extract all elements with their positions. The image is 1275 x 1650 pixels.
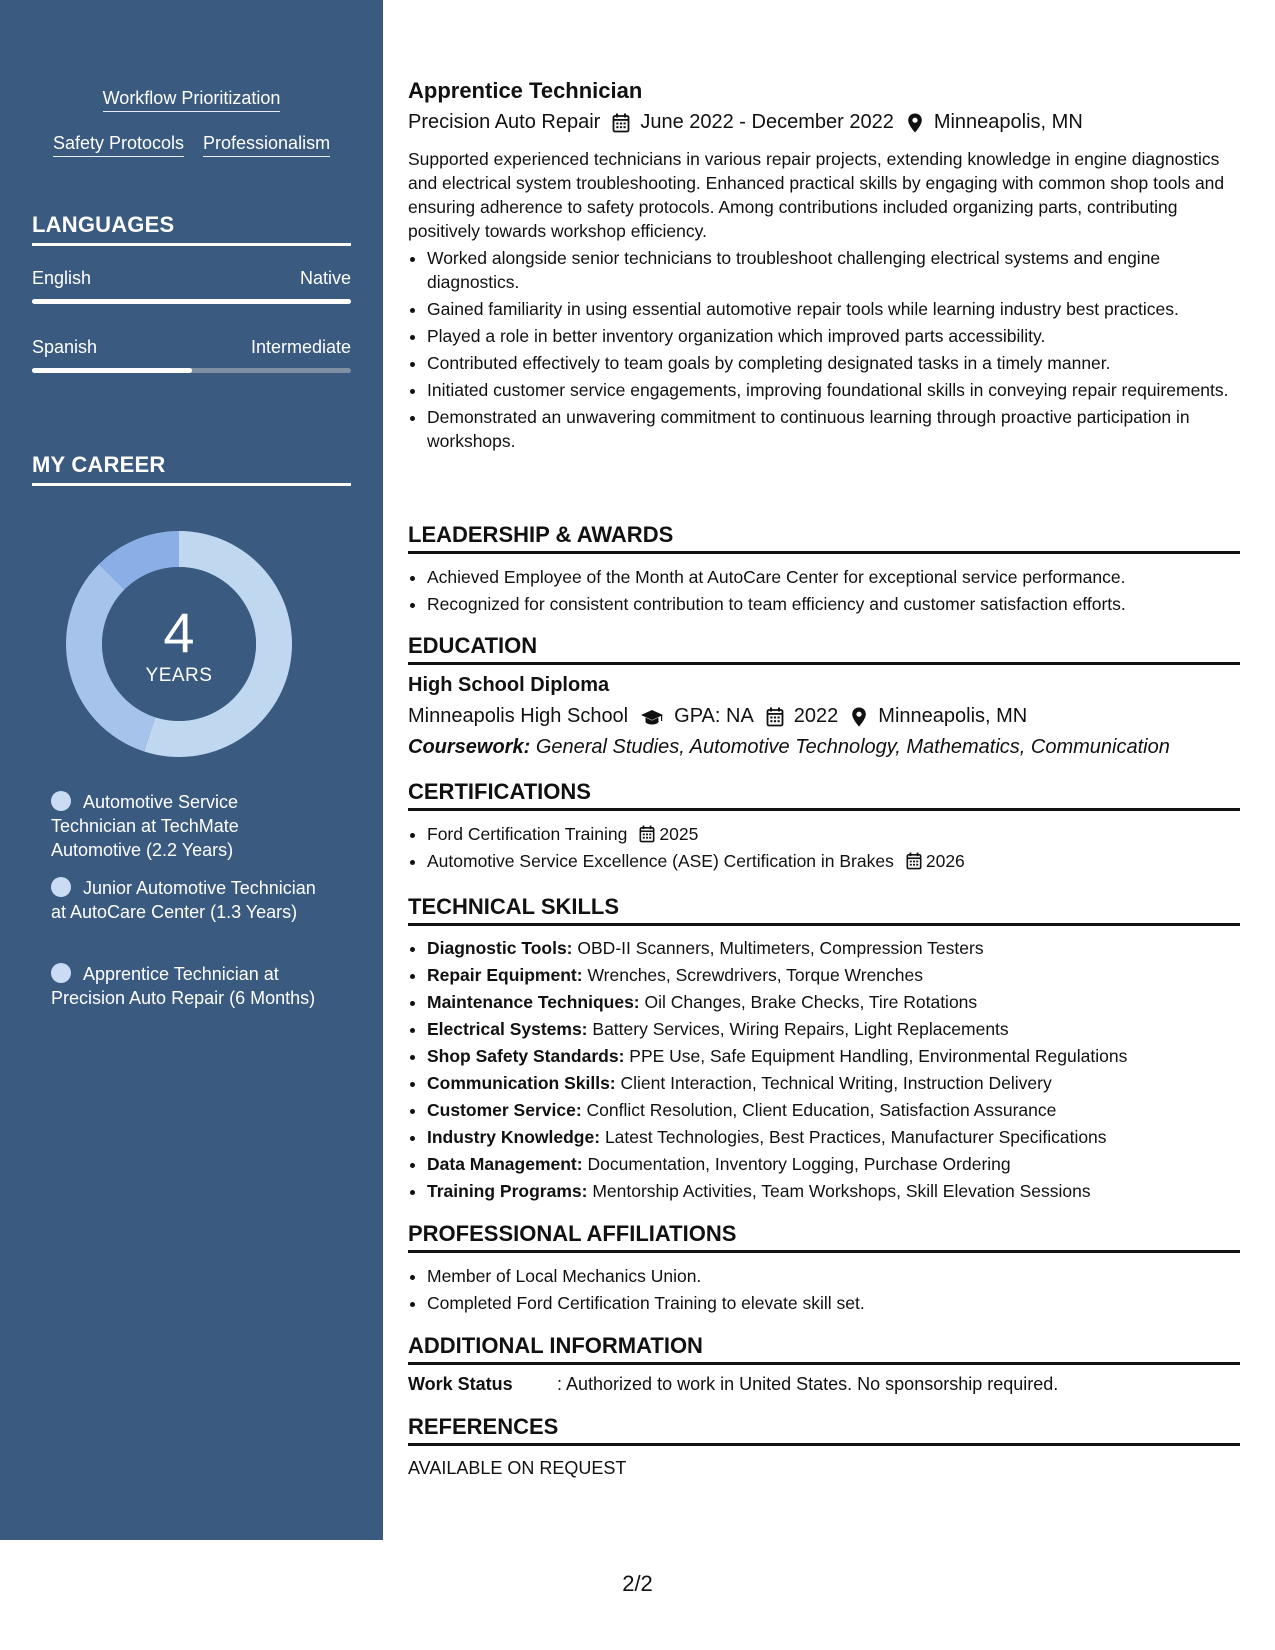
language-bar-spanish bbox=[32, 368, 351, 373]
skill-values: Battery Services, Wiring Repairs, Light Replacements bbox=[592, 1019, 1009, 1039]
skill-category: Data Management: bbox=[427, 1154, 583, 1174]
skill-category: Diagnostic Tools: bbox=[427, 938, 573, 958]
skill-category: Training Programs: bbox=[427, 1181, 588, 1201]
section-heading-affiliations: PROFESSIONAL AFFILIATIONS bbox=[408, 1221, 1240, 1253]
section-heading-leadership: LEADERSHIP & AWARDS bbox=[408, 522, 1240, 554]
skill-values: Client Interaction, Technical Writing, Instruction Delivery bbox=[620, 1073, 1052, 1093]
location-pin-icon bbox=[906, 113, 924, 133]
calendar-icon bbox=[766, 707, 784, 727]
language-level: Native bbox=[299, 268, 351, 288]
list-item: • Achieved Employee of the Month at AutoCare Center for exceptional service performance. bbox=[427, 565, 1240, 589]
list-item bbox=[427, 1017, 1240, 1041]
references-text: AVAILABLE ON REQUEST bbox=[408, 1458, 627, 1478]
work-status-label: Work Status bbox=[408, 1374, 513, 1394]
list-item bbox=[427, 963, 1240, 987]
skill-tag: Safety Protocols bbox=[53, 133, 184, 157]
list-item bbox=[427, 990, 1240, 1014]
language-level: Intermediate bbox=[250, 337, 351, 357]
section-heading-certifications: CERTIFICATIONS bbox=[408, 779, 1240, 811]
gpa: GPA: NA bbox=[674, 705, 754, 727]
languages-heading: LANGUAGES bbox=[32, 212, 351, 246]
degree-title: High School Diploma bbox=[408, 674, 610, 696]
language-row-spanish bbox=[32, 337, 351, 358]
school-name: Minneapolis High School bbox=[408, 705, 629, 727]
skill-values: Latest Technologies, Best Practices, Manufacturer Specifications bbox=[604, 1127, 1107, 1147]
list-item: • Worked alongside senior technicians to troubleshoot challenging electrical systems and engine diagnostics. bbox=[427, 246, 1240, 294]
work-status-row bbox=[408, 1374, 1058, 1395]
language-name: Spanish bbox=[32, 337, 98, 357]
list-item: • Demonstrated an unwavering commitment to continuous learning through proactive participation in workshops. bbox=[427, 405, 1240, 453]
list-item bbox=[427, 1071, 1240, 1095]
career-dot bbox=[51, 963, 71, 983]
skill-category: Electrical Systems: bbox=[427, 1019, 588, 1039]
skill-values: Wrenches, Screwdrivers, Torque Wrenches bbox=[587, 965, 924, 985]
calendar-icon bbox=[639, 825, 655, 843]
education-meta bbox=[408, 705, 1027, 728]
skill-category: Industry Knowledge: bbox=[427, 1127, 601, 1147]
skill-category: Repair Equipment: bbox=[427, 965, 583, 985]
calendar-icon bbox=[906, 852, 922, 870]
list-item bbox=[427, 849, 1240, 873]
location-pin-icon bbox=[850, 707, 868, 727]
list-item: • Member of Local Mechanics Union. bbox=[427, 1264, 1240, 1288]
coursework-value: General Studies, Automotive Technology, Mathematics, Communication bbox=[535, 736, 1170, 758]
job-meta bbox=[408, 111, 1083, 134]
list-item bbox=[427, 1044, 1240, 1068]
job-bullets bbox=[408, 246, 1240, 456]
skill-tag: Professionalism bbox=[203, 133, 330, 157]
skill-values: Documentation, Inventory Logging, Purchase Ordering bbox=[587, 1154, 1011, 1174]
language-row-english bbox=[32, 268, 351, 289]
skill-values: Mentorship Activities, Team Workshops, Skill Elevation Sessions bbox=[592, 1181, 1091, 1201]
language-bar-english bbox=[32, 299, 351, 304]
skill-values: OBD-II Scanners, Multimeters, Compression Testers bbox=[577, 938, 984, 958]
skill-category: Shop Safety Standards: bbox=[427, 1046, 625, 1066]
career-dot bbox=[51, 791, 71, 811]
section-heading-technical-skills: TECHNICAL SKILLS bbox=[408, 894, 1240, 926]
career-dot bbox=[51, 877, 71, 897]
certification-name: Automotive Service Excellence (ASE) Certification in Brakes bbox=[427, 851, 894, 871]
skill-category: Maintenance Techniques: bbox=[427, 992, 640, 1012]
skill-values: Conflict Resolution, Client Education, Satisfaction Assurance bbox=[586, 1100, 1057, 1120]
list-item: • Recognized for consistent contribution to team efficiency and customer satisfaction efforts. bbox=[427, 592, 1240, 616]
list-item: • Played a role in better inventory organization which improved parts accessibility. bbox=[427, 324, 1240, 348]
certification-name: Ford Certification Training bbox=[427, 824, 628, 844]
list-item: • Contributed effectively to team goals by completing designated tasks in a timely manner. bbox=[427, 351, 1240, 375]
skill-category: Customer Service: bbox=[427, 1100, 582, 1120]
company-name: Precision Auto Repair bbox=[408, 111, 601, 133]
skill-values: PPE Use, Safe Equipment Handling, Environmental Regulations bbox=[629, 1046, 1128, 1066]
list-item bbox=[427, 822, 1240, 846]
coursework-label: Coursework: bbox=[408, 736, 531, 758]
list-item: • Gained familiarity in using essential automotive repair tools while learning industry best practices. bbox=[427, 297, 1240, 321]
career-total-unit: YEARS bbox=[145, 665, 213, 686]
list-item bbox=[427, 1125, 1240, 1149]
career-item-text: Junior Automotive Technician at AutoCare Center (1.3 Years) bbox=[51, 878, 316, 922]
list-item bbox=[427, 936, 1240, 960]
skill-category: Communication Skills: bbox=[427, 1073, 616, 1093]
career-item-text: Automotive Service Technician at TechMate Automotive (2.2 Years) bbox=[51, 792, 239, 860]
career-item-text: Apprentice Technician at Precision Auto Repair (6 Months) bbox=[51, 964, 316, 1008]
list-item bbox=[427, 1179, 1240, 1203]
job-location: Minneapolis, MN bbox=[933, 111, 1083, 133]
language-bar-fill bbox=[32, 299, 351, 304]
job-summary: Supported experienced technicians in various repair projects, extending knowledge in engine diagnostics and electrical system troubleshooting. Enhanced practical skills by engaging with common shop tools and ensuring adherence to safety protocols. Among contributions included organizing parts, contributing positively towards workshop efficiency. bbox=[408, 149, 1225, 241]
career-item bbox=[51, 962, 321, 1010]
job-title: Apprentice Technician bbox=[408, 78, 643, 103]
sidebar bbox=[0, 0, 383, 1540]
school-location: Minneapolis, MN bbox=[878, 705, 1028, 727]
career-item bbox=[51, 790, 321, 862]
page-number: 2/2 bbox=[622, 1571, 653, 1596]
certification-year: 2025 bbox=[659, 824, 699, 844]
certification-year: 2026 bbox=[925, 851, 965, 871]
list-item bbox=[427, 1098, 1240, 1122]
section-heading-additional: ADDITIONAL INFORMATION bbox=[408, 1333, 1240, 1365]
career-total-number: 4 bbox=[163, 601, 195, 664]
work-status-value: : Authorized to work in United States. No sponsorship required. bbox=[557, 1374, 1059, 1394]
language-bar-fill bbox=[32, 368, 192, 373]
leadership-list bbox=[408, 565, 1240, 619]
calendar-icon bbox=[612, 113, 630, 133]
coursework bbox=[408, 736, 1170, 759]
list-item: • Initiated customer service engagements, improving foundational skills in conveying repair requirements. bbox=[427, 378, 1240, 402]
skill-values: Oil Changes, Brake Checks, Tire Rotations bbox=[644, 992, 978, 1012]
graduation-year: 2022 bbox=[793, 705, 839, 727]
skill-tag: Workflow Prioritization bbox=[103, 88, 281, 112]
language-name: English bbox=[32, 268, 92, 288]
career-heading: MY CAREER bbox=[32, 452, 351, 486]
career-item bbox=[51, 876, 321, 924]
list-item bbox=[427, 1152, 1240, 1176]
job-dates: June 2022 - December 2022 bbox=[640, 111, 894, 133]
certifications-list bbox=[408, 822, 1240, 876]
list-item: • Completed Ford Certification Training to elevate skill set. bbox=[427, 1291, 1240, 1315]
section-heading-education: EDUCATION bbox=[408, 633, 1240, 665]
section-heading-references: REFERENCES bbox=[408, 1414, 1240, 1446]
technical-skills-list bbox=[408, 936, 1240, 1206]
skills-row-1 bbox=[0, 88, 383, 112]
skills-row-2 bbox=[0, 133, 383, 157]
affiliations-list bbox=[408, 1264, 1240, 1318]
graduation-cap-icon bbox=[640, 707, 664, 727]
